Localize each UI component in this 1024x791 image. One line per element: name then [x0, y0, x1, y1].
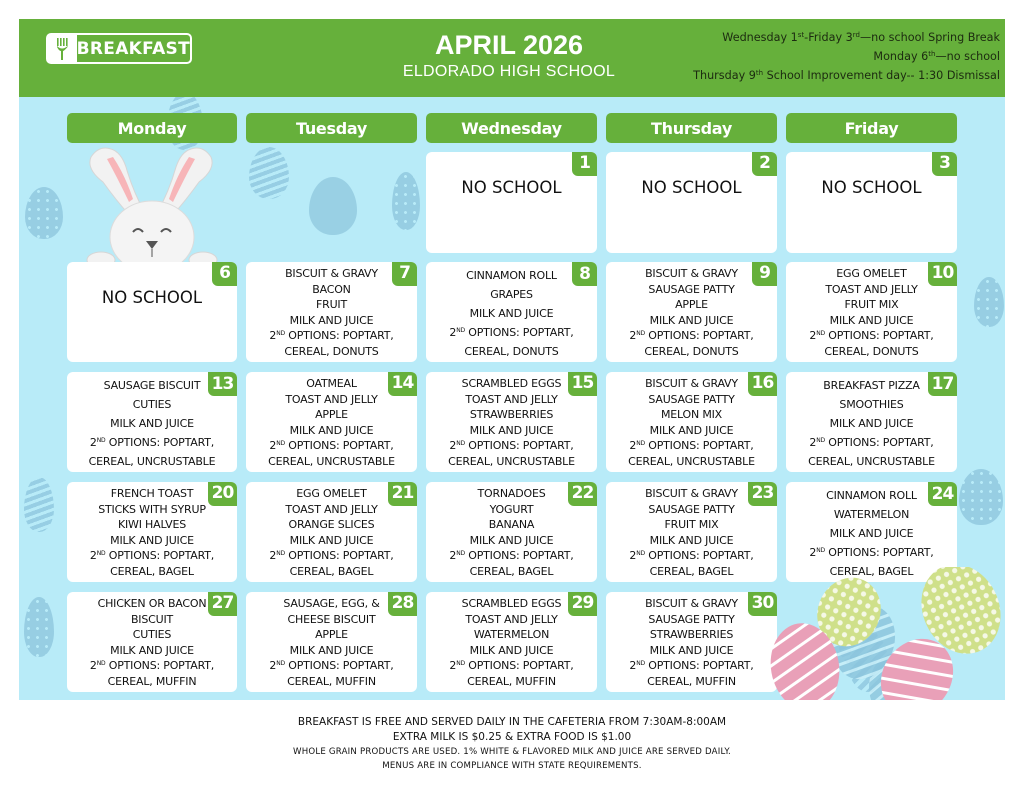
menu-item: SAUSAGE, EGG, & — [283, 597, 380, 610]
day-cell-22 — [426, 482, 597, 582]
date-badge: 15 — [568, 372, 597, 396]
date-badge: 8 — [572, 262, 597, 286]
menu-item: CUTIES — [132, 628, 172, 642]
menu-item: MILK AND JUICE — [829, 527, 914, 540]
menu-item: MILK AND JUICE — [289, 643, 374, 657]
menu-item: SAUSAGE PATTY — [648, 612, 735, 626]
second-options-end: CEREAL, UNCRUSTABLE — [448, 454, 575, 468]
second-options: 2ND OPTIONS: POPTART, — [809, 329, 934, 343]
easter-egg-icon — [309, 177, 357, 235]
second-options: 2ND OPTIONS: POPTART, — [449, 549, 574, 563]
menu-item: MILK AND JUICE — [469, 533, 554, 547]
date-badge: 1 — [572, 152, 597, 176]
menu-item: MILK AND JUICE — [289, 313, 374, 327]
date-badge: 7 — [392, 262, 417, 286]
weekday-header-thursday: Thursday — [606, 113, 777, 143]
second-options: 2ND OPTIONS: POPTART, — [269, 549, 394, 563]
second-options: 2ND OPTIONS: POPTART, — [629, 329, 754, 343]
date-badge: 22 — [568, 482, 597, 506]
menu-item: KIWI HALVES — [117, 518, 187, 532]
menu-item: SAUSAGE PATTY — [648, 392, 735, 406]
menu-item: GRAPES — [490, 288, 533, 301]
no-school-label: NO SCHOOL — [641, 178, 742, 197]
second-options: 2ND OPTIONS: POPTART, — [449, 659, 574, 673]
menu-item: MILK AND JUICE — [110, 533, 194, 547]
menu-item: BACON — [312, 282, 351, 296]
schedule-notices — [693, 28, 1000, 85]
menu-item: EGG OMELET — [836, 267, 907, 280]
second-options: 2ND OPTIONS: POPTART, — [269, 329, 394, 343]
weekday-header-tuesday: Tuesday — [246, 113, 417, 143]
menu-item: MILK AND JUICE — [469, 423, 554, 437]
menu-item: TOAST AND JELLY — [465, 612, 558, 626]
menu-item: TOAST AND JELLY — [825, 282, 918, 296]
menu-item: STRAWBERRIES — [469, 408, 554, 422]
day-cell-3 — [786, 152, 957, 253]
second-options: 2ND OPTIONS: POPTART, — [809, 546, 934, 559]
second-options-end: CEREAL, DONUTS — [824, 344, 919, 358]
menu-item: BISCUIT & GRAVY — [645, 487, 738, 500]
day-cell-21 — [246, 482, 417, 582]
breakfast-logo — [46, 33, 192, 64]
menu-item: OATMEAL — [306, 377, 357, 390]
menu-item: WATERMELON — [833, 508, 910, 521]
second-options: 2ND OPTIONS: POPTART, — [269, 659, 394, 673]
second-options-end: CEREAL, UNCRUSTABLE — [88, 455, 216, 468]
menu-item: BISCUIT & GRAVY — [285, 267, 378, 280]
menu-item: EGG OMELET — [296, 487, 367, 500]
day-cell-14 — [246, 372, 417, 472]
day-cell-2 — [606, 152, 777, 253]
menu-item: ORANGE SLICES — [288, 518, 375, 532]
menu-item: SAUSAGE PATTY — [648, 502, 735, 516]
day-cell-20 — [67, 482, 237, 582]
easter-egg-icon — [959, 469, 1003, 525]
menu-item: MILK AND JUICE — [649, 533, 734, 547]
menu-item: MILK AND JUICE — [110, 417, 194, 430]
footer-notes — [0, 715, 1024, 773]
second-options-end: CEREAL, MUFFIN — [467, 674, 556, 688]
day-cell-1 — [426, 152, 597, 253]
day-cell-29 — [426, 592, 597, 692]
second-options-end: CEREAL, DONUTS — [284, 344, 379, 358]
menu-item: MILK AND JUICE — [829, 313, 914, 327]
menu-item: MILK AND JUICE — [110, 643, 194, 657]
day-cell-23 — [606, 482, 777, 582]
menu-item: FRUIT MIX — [844, 298, 899, 312]
menu-item: MILK AND JUICE — [649, 423, 734, 437]
date-badge: 10 — [928, 262, 957, 286]
second-options-end: CEREAL, BAGEL — [469, 564, 554, 578]
calendar-header — [19, 19, 1005, 97]
menu-item: MILK AND JUICE — [649, 643, 734, 657]
logo-label: BREAKFAST — [76, 38, 190, 59]
date-badge: 6 — [212, 262, 237, 286]
easter-eggs-illustration — [769, 567, 1005, 700]
day-cell-6 — [67, 262, 237, 362]
fork-icon — [48, 35, 77, 62]
easter-egg-icon — [25, 187, 63, 239]
weekday-header-friday: Friday — [786, 113, 957, 143]
second-options-end: CEREAL, UNCRUSTABLE — [628, 454, 755, 468]
menu-item: CHEESE BISCUIT — [287, 612, 376, 626]
easter-egg-icon — [24, 597, 54, 657]
menu-item: CHICKEN OR BACON — [97, 597, 207, 610]
footer-line: MENUS ARE IN COMPLIANCE WITH STATE REQUIREMENTS. — [382, 761, 642, 771]
second-options-end: CEREAL, MUFFIN — [107, 674, 197, 688]
notice-line: Monday 6th—no school — [873, 50, 1000, 63]
menu-item: TOAST AND JELLY — [285, 502, 378, 516]
menu-item: MILK AND JUICE — [649, 313, 734, 327]
second-options-end: CEREAL, DONUTS — [644, 344, 739, 358]
day-cell-8 — [426, 262, 597, 362]
menu-item: APPLE — [315, 628, 348, 642]
second-options: 2ND OPTIONS: POPTART, — [629, 549, 754, 563]
second-options: 2ND OPTIONS: POPTART, — [809, 436, 934, 449]
menu-item: MILK AND JUICE — [829, 417, 914, 430]
second-options: 2ND OPTIONS: POPTART, — [269, 439, 394, 453]
date-badge: 27 — [208, 592, 237, 616]
menu-item: BISCUIT & GRAVY — [645, 267, 738, 280]
menu-item: MILK AND JUICE — [469, 307, 554, 320]
day-cell-17 — [786, 372, 957, 472]
date-badge: 2 — [752, 152, 777, 176]
date-badge: 9 — [752, 262, 777, 286]
date-badge: 16 — [748, 372, 777, 396]
footer-line: EXTRA MILK IS $0.25 & EXTRA FOOD IS $1.00 — [392, 731, 632, 743]
menu-item: FRENCH TOAST — [110, 487, 194, 500]
menu-item: TOAST AND JELLY — [285, 392, 378, 406]
menu-item: CINNAMON ROLL — [826, 489, 917, 502]
title-block — [379, 29, 639, 83]
notice-line: Wednesday 1st-Friday 3rd—no school Spring Break — [722, 31, 1000, 44]
day-cell-28 — [246, 592, 417, 692]
day-cell-10 — [786, 262, 957, 362]
menu-item: SCRAMBLED EGGS — [461, 597, 562, 610]
menu-item: SAUSAGE PATTY — [648, 282, 735, 296]
second-options-end: CEREAL, BAGEL — [289, 564, 374, 578]
easter-egg-icon — [392, 172, 420, 230]
day-cell-13 — [67, 372, 237, 472]
second-options-end: CEREAL, MUFFIN — [647, 674, 736, 688]
second-options-end: CEREAL, DONUTS — [464, 345, 559, 358]
day-cell-7 — [246, 262, 417, 362]
date-badge: 23 — [748, 482, 777, 506]
date-badge: 30 — [748, 592, 777, 616]
menu-item: BISCUIT & GRAVY — [645, 597, 738, 610]
menu-item: BANANA — [488, 518, 535, 532]
footer-line: WHOLE GRAIN PRODUCTS ARE USED. 1% WHITE & FLAVORED MILK AND JUICE ARE SERVED DAILY. — [293, 747, 731, 757]
weekday-header-wednesday: Wednesday — [426, 113, 597, 143]
menu-item: FRUIT MIX — [664, 518, 719, 532]
easter-egg-icon — [974, 277, 1004, 327]
easter-egg-icon — [249, 147, 289, 199]
menu-item: MELON MIX — [660, 408, 723, 422]
second-options-end: CEREAL, BAGEL — [649, 564, 734, 578]
date-badge: 24 — [928, 482, 957, 506]
menu-item: SMOOTHIES — [839, 398, 904, 411]
menu-item: BREAKFAST PIZZA — [823, 379, 920, 392]
menu-item: SCRAMBLED EGGS — [461, 377, 562, 390]
footer-line: BREAKFAST IS FREE AND SERVED DAILY IN THE CAFETERIA FROM 7:30AM-8:00AM — [297, 716, 727, 728]
menu-item: MILK AND JUICE — [289, 423, 374, 437]
menu-item: STRAWBERRIES — [649, 628, 734, 642]
page-title: APRIL 2026 — [434, 30, 584, 60]
date-badge: 29 — [568, 592, 597, 616]
menu-item: YOGURT — [489, 502, 534, 516]
second-options: 2ND OPTIONS: POPTART, — [629, 439, 754, 453]
menu-item: APPLE — [675, 298, 708, 312]
menu-item: TORNADOES — [477, 487, 546, 500]
date-badge: 14 — [388, 372, 417, 396]
menu-item: STICKS WITH SYRUP — [98, 502, 206, 516]
day-cell-16 — [606, 372, 777, 472]
menu-item: SAUSAGE BISCUIT — [103, 379, 201, 392]
calendar-board — [19, 97, 1005, 700]
menu-item: TOAST AND JELLY — [465, 392, 558, 406]
menu-item: MILK AND JUICE — [289, 533, 374, 547]
no-school-label: NO SCHOOL — [101, 288, 203, 307]
notice-line: Thursday 9th School Improvement day-- 1:30 Dismissal — [693, 69, 1000, 82]
second-options: 2ND OPTIONS: POPTART, — [449, 326, 574, 339]
second-options-end: CEREAL, UNCRUSTABLE — [268, 454, 395, 468]
menu-item: BISCUIT — [130, 612, 174, 626]
day-cell-15 — [426, 372, 597, 472]
second-options: 2ND OPTIONS: POPTART, — [449, 439, 574, 453]
menu-item: MILK AND JUICE — [469, 643, 554, 657]
day-cell-27 — [67, 592, 237, 692]
bunny-illustration — [81, 137, 231, 267]
school-name: ELDORADO HIGH SCHOOL — [402, 63, 616, 80]
menu-item: CINNAMON ROLL — [466, 269, 557, 282]
second-options: 2ND OPTIONS: POPTART, — [89, 549, 215, 563]
day-cell-30 — [606, 592, 777, 692]
date-badge: 21 — [388, 482, 417, 506]
date-badge: 13 — [208, 372, 237, 396]
date-badge: 17 — [928, 372, 957, 396]
second-options-end: CEREAL, UNCRUSTABLE — [808, 455, 935, 468]
date-badge: 20 — [208, 482, 237, 506]
no-school-label: NO SCHOOL — [461, 178, 562, 197]
day-cell-9 — [606, 262, 777, 362]
second-options: 2ND OPTIONS: POPTART, — [89, 659, 215, 673]
second-options: 2ND OPTIONS: POPTART, — [89, 436, 215, 449]
second-options-end: CEREAL, MUFFIN — [287, 674, 376, 688]
date-badge: 28 — [388, 592, 417, 616]
menu-item: FRUIT — [316, 298, 347, 312]
second-options-end: CEREAL, BAGEL — [110, 564, 194, 578]
menu-item: BISCUIT & GRAVY — [645, 377, 738, 390]
menu-item: APPLE — [315, 408, 348, 422]
menu-item: WATERMELON — [473, 628, 550, 642]
second-options-end: CEREAL, BAGEL — [829, 565, 914, 578]
date-badge: 3 — [932, 152, 957, 176]
weekday-header-monday: Monday — [67, 113, 237, 143]
easter-egg-icon — [24, 477, 54, 532]
no-school-label: NO SCHOOL — [821, 178, 922, 197]
menu-item: CUTIES — [132, 398, 172, 411]
second-options: 2ND OPTIONS: POPTART, — [629, 659, 754, 673]
